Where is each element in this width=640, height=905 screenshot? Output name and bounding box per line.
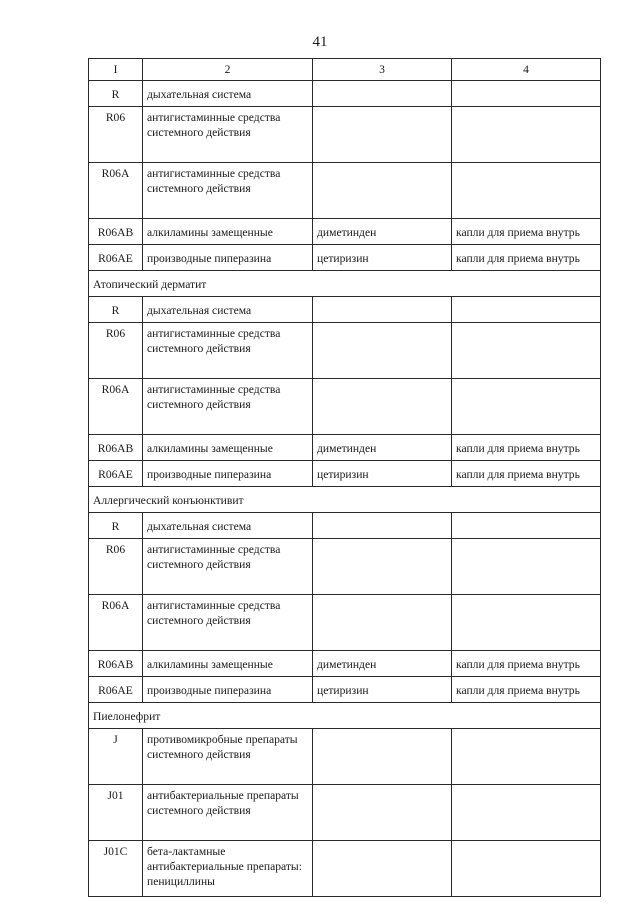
drug-table-container <box>88 58 600 897</box>
atc-group-cell: антигистаминные средства системного действия <box>143 379 313 435</box>
atc-group-cell: антигистаминные средства системного действия <box>143 595 313 651</box>
atc-group-cell: антибактериальные препараты системного действия <box>143 785 313 841</box>
atc-code-cell: R06 <box>89 323 143 379</box>
table-row <box>89 785 601 841</box>
section-heading-row <box>89 271 601 297</box>
atc-group-cell: дыхательная система <box>143 81 313 107</box>
table-row <box>89 513 601 539</box>
drug-name-cell: диметинден <box>313 435 452 461</box>
header-col-1: I <box>89 59 143 81</box>
table-row <box>89 651 601 677</box>
atc-group-cell: антигистаминные средства системного действия <box>143 323 313 379</box>
dosage-form-cell <box>452 107 601 163</box>
dosage-form-cell <box>452 163 601 219</box>
atc-group-cell: алкиламины замещенные <box>143 651 313 677</box>
dosage-form-cell <box>452 595 601 651</box>
atc-code-cell: R <box>89 513 143 539</box>
page-number: 41 <box>312 34 328 50</box>
table-row <box>89 107 601 163</box>
section-heading-row <box>89 487 601 513</box>
dosage-form-cell: капли для приема внутрь <box>452 219 601 245</box>
drug-name-cell <box>313 379 452 435</box>
drug-name-cell <box>313 297 452 323</box>
dosage-form-cell <box>452 785 601 841</box>
table-row <box>89 435 601 461</box>
table-row <box>89 461 601 487</box>
dosage-form-cell <box>452 81 601 107</box>
dosage-form-cell <box>452 379 601 435</box>
table-row <box>89 729 601 785</box>
dosage-form-cell <box>452 513 601 539</box>
atc-code-cell: R06A <box>89 163 143 219</box>
atc-code-cell: R06AB <box>89 435 143 461</box>
table-row <box>89 677 601 703</box>
atc-code-cell: R06AE <box>89 461 143 487</box>
drug-name-cell: цетиризин <box>313 677 452 703</box>
dosage-form-cell: капли для приема внутрь <box>452 461 601 487</box>
table-row <box>89 323 601 379</box>
atc-code-cell: J <box>89 729 143 785</box>
atc-group-cell: дыхательная система <box>143 513 313 539</box>
table-row <box>89 379 601 435</box>
atc-group-cell: противомикробные препараты системного действия <box>143 729 313 785</box>
drug-name-cell <box>313 841 452 897</box>
table-row <box>89 297 601 323</box>
section-heading: Пиелонефрит <box>89 703 601 729</box>
drug-name-cell <box>313 163 452 219</box>
atc-group-cell: производные пиперазина <box>143 677 313 703</box>
drug-name-cell: цетиризин <box>313 461 452 487</box>
atc-code-cell: J01C <box>89 841 143 897</box>
dosage-form-cell: капли для приема внутрь <box>452 677 601 703</box>
table-row <box>89 81 601 107</box>
drug-name-cell: диметинден <box>313 219 452 245</box>
dosage-form-cell <box>452 841 601 897</box>
section-heading: Аллергический конъюнктивит <box>89 487 601 513</box>
dosage-form-cell <box>452 297 601 323</box>
table-row <box>89 539 601 595</box>
atc-code-cell: R06AE <box>89 245 143 271</box>
atc-code-cell: R06 <box>89 107 143 163</box>
atc-code-cell: J01 <box>89 785 143 841</box>
atc-group-cell: антигистаминные средства системного действия <box>143 107 313 163</box>
table-row <box>89 219 601 245</box>
atc-group-cell: антигистаминные средства системного действия <box>143 163 313 219</box>
drug-name-cell: цетиризин <box>313 245 452 271</box>
section-heading-row <box>89 703 601 729</box>
dosage-form-cell: капли для приема внутрь <box>452 651 601 677</box>
header-col-3: 3 <box>313 59 452 81</box>
dosage-form-cell <box>452 323 601 379</box>
atc-code-cell: R <box>89 297 143 323</box>
atc-group-cell: бета-лактамные антибактериальные препараты: пенициллины <box>143 841 313 897</box>
atc-code-cell: R06AB <box>89 651 143 677</box>
atc-group-cell: дыхательная система <box>143 297 313 323</box>
atc-code-cell: R06 <box>89 539 143 595</box>
section-heading: Атопический дерматит <box>89 271 601 297</box>
drug-name-cell: диметинден <box>313 651 452 677</box>
atc-code-cell: R06A <box>89 595 143 651</box>
table-row <box>89 245 601 271</box>
table-header-row <box>89 59 601 81</box>
header-col-2: 2 <box>143 59 313 81</box>
dosage-form-cell: капли для приема внутрь <box>452 245 601 271</box>
drug-name-cell <box>313 729 452 785</box>
table-row <box>89 841 601 897</box>
drug-name-cell <box>313 539 452 595</box>
dosage-form-cell: капли для приема внутрь <box>452 435 601 461</box>
drug-name-cell <box>313 595 452 651</box>
atc-group-cell: производные пиперазина <box>143 461 313 487</box>
atc-group-cell: производные пиперазина <box>143 245 313 271</box>
header-col-4: 4 <box>452 59 601 81</box>
table-row <box>89 163 601 219</box>
atc-code-cell: R <box>89 81 143 107</box>
atc-group-cell: алкиламины замещенные <box>143 219 313 245</box>
dosage-form-cell <box>452 729 601 785</box>
atc-code-cell: R06AE <box>89 677 143 703</box>
atc-code-cell: R06AB <box>89 219 143 245</box>
table-row <box>89 595 601 651</box>
atc-group-cell: алкиламины замещенные <box>143 435 313 461</box>
atc-group-cell: антигистаминные средства системного действия <box>143 539 313 595</box>
drug-table-body <box>89 59 601 897</box>
drug-name-cell <box>313 81 452 107</box>
drug-name-cell <box>313 513 452 539</box>
dosage-form-cell <box>452 539 601 595</box>
drug-name-cell <box>313 323 452 379</box>
atc-code-cell: R06A <box>89 379 143 435</box>
drug-table <box>88 58 601 897</box>
drug-name-cell <box>313 785 452 841</box>
drug-name-cell <box>313 107 452 163</box>
